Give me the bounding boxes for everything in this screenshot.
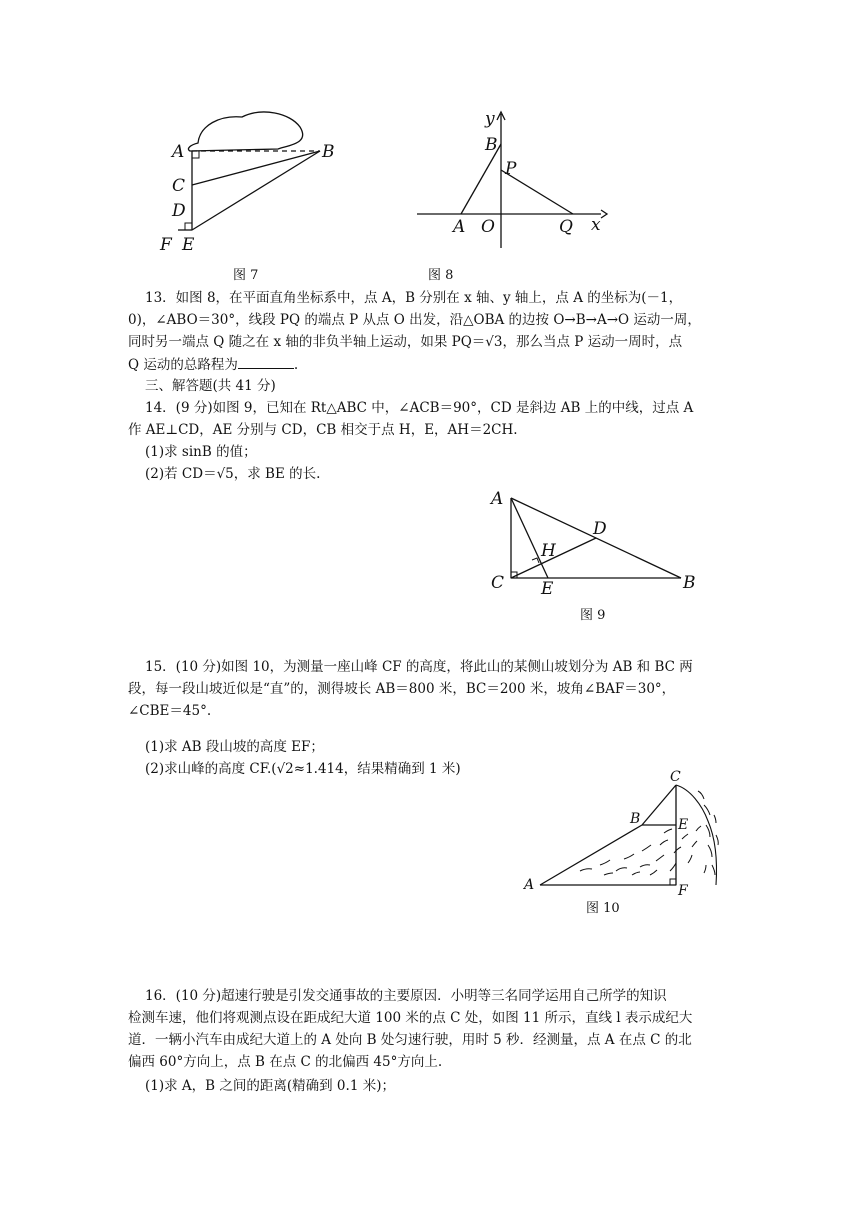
label-c: C (491, 573, 505, 593)
q16-line-1: 16．(10 分)超速行驶是引发交通事故的主要原因．小明等三名同学运用自己所学的知识 (145, 988, 667, 1004)
q14-part-1: (1)求 sinB 的值； (145, 444, 257, 460)
slope-hatching (580, 791, 718, 875)
label-b: B (485, 135, 498, 155)
label-d: D (593, 519, 607, 539)
right-angle-mark-a (192, 151, 199, 158)
q15-part-1: (1)求 AB 段山坡的高度 EF； (145, 739, 324, 755)
slope-a-b (540, 825, 642, 885)
q13-line-3: 同时另一端点 Q 随之在 x 轴的非负半轴上运动，如果 PQ＝√3，那么当点 P 运动一周时，点 (128, 334, 683, 350)
q15-line-2: 段，每一段山坡近似是“直”的，测得坡长 AB＝800 米，BC＝200 米，坡角∠BAF＝30°， (128, 681, 676, 697)
right-angle-mark-e (185, 223, 192, 230)
figure-8-caption: 图 8 (428, 268, 454, 283)
label-b: B (630, 811, 641, 827)
label-c: C (670, 769, 681, 785)
slope-b-c (642, 785, 676, 825)
q16-line-4: 偏西 60°方向上，点 B 在点 C 的北偏西 45°方向上. (128, 1054, 443, 1070)
label-b: B (322, 142, 335, 162)
x-axis-arrow (601, 210, 607, 218)
label-a: A (524, 877, 535, 893)
label-e: E (541, 579, 554, 599)
right-angle-mark-h (532, 558, 539, 563)
label-e: E (678, 817, 689, 833)
figure-10 (520, 769, 740, 900)
label-p: P (505, 159, 517, 179)
figure-7 (150, 105, 350, 260)
answer-blank[interactable] (238, 354, 294, 369)
q13-end: . (293, 357, 299, 373)
label-x: x (591, 215, 601, 235)
figure-8 (415, 108, 615, 238)
label-y: y (485, 109, 495, 129)
segment-a-e (511, 498, 548, 578)
label-c: C (172, 176, 186, 196)
label-q: Q (559, 217, 573, 237)
q15-line-1: 15．(10 分)如图 10，为测量一座山峰 CF 的高度，将此山的某侧山坡划分为 AB 和 BC 两 (145, 659, 693, 675)
q13-line-2: 0)，∠ABO＝30°，线段 PQ 的端点 P 从点 O 出发，沿△OBA 的边按 O→B→A→O 运动一周， (128, 312, 701, 328)
label-h: H (541, 541, 556, 561)
figure-9 (485, 488, 705, 598)
figure-10-caption: 图 10 (586, 901, 620, 916)
line-e-b (192, 151, 320, 230)
q16-line-2: 检测车速，他们将观测点设在距成纪大道 100 米的点 C 处，如图 11 所示，直线 l 表示成纪大 (128, 1010, 693, 1026)
mountain-right-outline (676, 785, 717, 885)
label-f: F (160, 235, 172, 255)
q13-line-1: 13．如图 8，在平面直角坐标系中，点 A，B 分别在 x 轴、y 轴上，点 A 的坐标为(－1， (145, 290, 683, 306)
q13-line-4-text: Q 运动的总路程为 (128, 357, 238, 373)
label-a: A (491, 489, 504, 509)
right-angle-mark-f (670, 879, 676, 885)
q14-line-1: 14．(9 分)如图 9，已知在 Rt△ABC 中，∠ACB＝90°，CD 是斜边 AB 上的中线，过点 A (145, 400, 694, 416)
label-e: E (182, 235, 195, 255)
q16-line-3: 道．一辆小汽车由成纪大道上的 A 处向 B 处匀速行驶，用时 5 秒．经测量，点 A 在点 C 的北 (128, 1032, 692, 1048)
q13-line-4 (128, 354, 748, 375)
mountain-outline (188, 112, 302, 151)
q14-part-2: (2)若 CD＝√5，求 BE 的长. (145, 466, 321, 482)
q16-part-1: (1)求 A，B 之间的距离(精确到 0.1 米)； (145, 1078, 395, 1094)
line-c-b (192, 151, 320, 185)
q14-line-2: 作 AE⊥CD，AE 分别与 CD，CB 相交于点 H，E，AH＝2CH. (128, 422, 518, 438)
label-o: O (481, 217, 495, 237)
q15-part-2: (2)求山峰的高度 CF.(√2≈1.414，结果精确到 1 米) (145, 761, 461, 777)
label-a: A (453, 217, 466, 237)
figure-9-caption: 图 9 (580, 608, 606, 623)
figure-7-caption: 图 7 (233, 268, 259, 283)
label-b: B (683, 573, 696, 593)
q15-line-3: ∠CBE＝45°. (128, 703, 212, 719)
section-3-title: 三、解答题(共 41 分) (145, 378, 276, 394)
label-f: F (678, 883, 688, 899)
label-a: A (172, 142, 185, 162)
label-d: D (172, 201, 186, 221)
